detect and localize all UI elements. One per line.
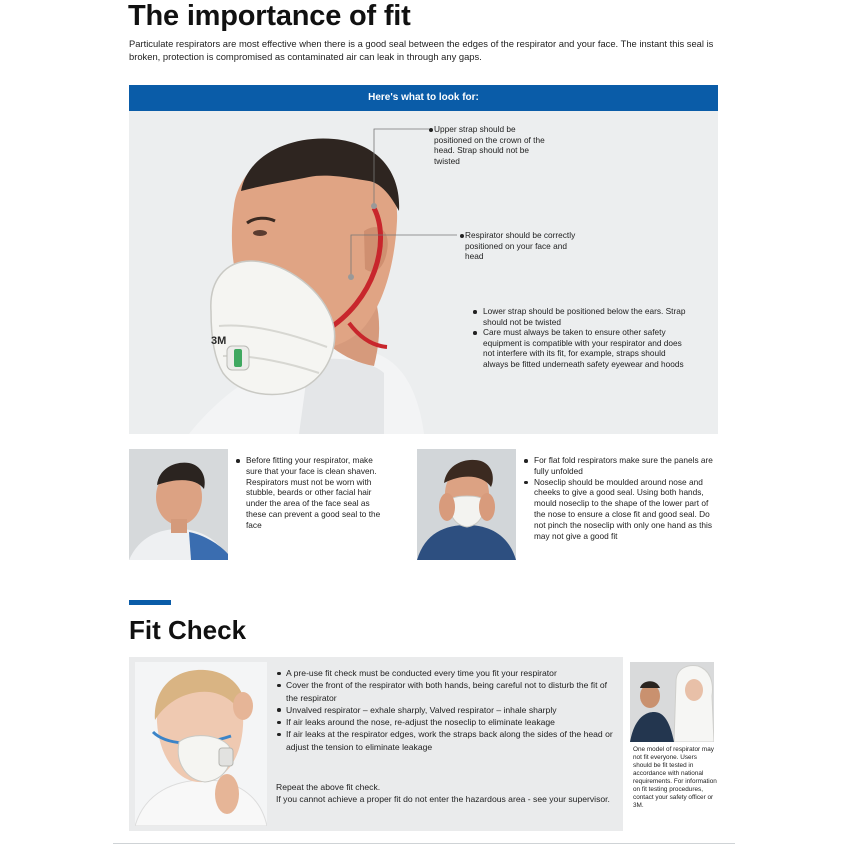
- noseclip-tip-list: [523, 455, 718, 541]
- list-item: For flat fold respirators make sure the panels are fully unfolded: [523, 455, 718, 477]
- list-item: A pre-use fit check must be conducted every time you fit your respirator: [276, 667, 616, 679]
- list-item: Lower strap should be positioned below the ears. Strap should not be twisted: [472, 306, 692, 327]
- fit-check-photo: [135, 662, 267, 826]
- fit-check-title: Fit Check: [129, 615, 247, 645]
- bullet-dot-icon: [460, 234, 464, 238]
- shaven-face-photo: [129, 449, 228, 560]
- bottom-divider: [113, 843, 735, 844]
- fit-testing-note: One model of respirator may not fit everyone. Users should be fit tested in accordance with national requirements. For information on fit testing procedures, contact your safety officer or 3M.: [633, 746, 717, 809]
- intro-paragraph: Particulate respirators are most effective when there is a good seal between the edges of the respirator and your face. The instant this seal is broken, protection is compromised as contaminated air can leak in through any gaps.: [129, 38, 714, 62]
- callout-lower-strap-list: [472, 306, 692, 370]
- list-item: Cover the front of the respirator with both hands, being careful not to disturb the fit of the respirator: [276, 679, 616, 704]
- callout-upper-strap: Upper strap should be positioned on the crown of the head. Strap should not be twisted: [434, 124, 554, 166]
- list-item: Noseclip should be moulded around nose and cheeks to give a good seal. Using both hands, mould noseclip to the shape of the lower part of the nose to ensure a close fit and good seal. Do not pinch the noseclip with only one hand as this may not give a good fit: [523, 477, 718, 542]
- page-title: The importance of fit: [128, 0, 411, 32]
- list-item: If air leaks around the nose, re-adjust the noseclip to eliminate leakage: [276, 716, 616, 728]
- list-item: Care must always be taken to ensure other safety equipment is compatible with your respirator and does not interfere with its fit, for example, straps should always be fitted underneath safety eyewear and hoods: [472, 327, 692, 369]
- warning-text: If you cannot achieve a proper fit do not enter the hazardous area - see your supervisor.: [276, 794, 610, 805]
- callout-position: Respirator should be correctly positioned on your face and head: [465, 230, 585, 262]
- hero-panel: [129, 111, 718, 434]
- fit-check-panel: [129, 657, 623, 831]
- list-item: Unvalved respirator – exhale sharply, Valved respirator – inhale sharply: [276, 704, 616, 716]
- section-accent-bar: [129, 600, 171, 605]
- look-for-banner: Here's what to look for:: [129, 85, 718, 111]
- fit-check-footer: [276, 781, 616, 806]
- shaven-tip-list: [235, 455, 381, 531]
- fit-testing-photo: [630, 662, 714, 742]
- repeat-text: Repeat the above fit check.: [276, 782, 381, 792]
- list-item: Before fitting your respirator, make sure that your face is clean shaven. Respirators must not be worn with stubble, beards or other facial hair under the area of the face seal as these can prevent a good seal to the face: [235, 455, 381, 531]
- list-item: If air leaks at the respirator edges, work the straps back along the sides of the head or adjust the tension to eliminate leakage: [276, 728, 616, 753]
- noseclip-photo: [417, 449, 516, 560]
- bullet-dot-icon: [429, 128, 433, 132]
- hero-photo: [129, 111, 718, 434]
- fit-check-list: [276, 667, 616, 753]
- mask-brand-label: 3M: [211, 335, 227, 347]
